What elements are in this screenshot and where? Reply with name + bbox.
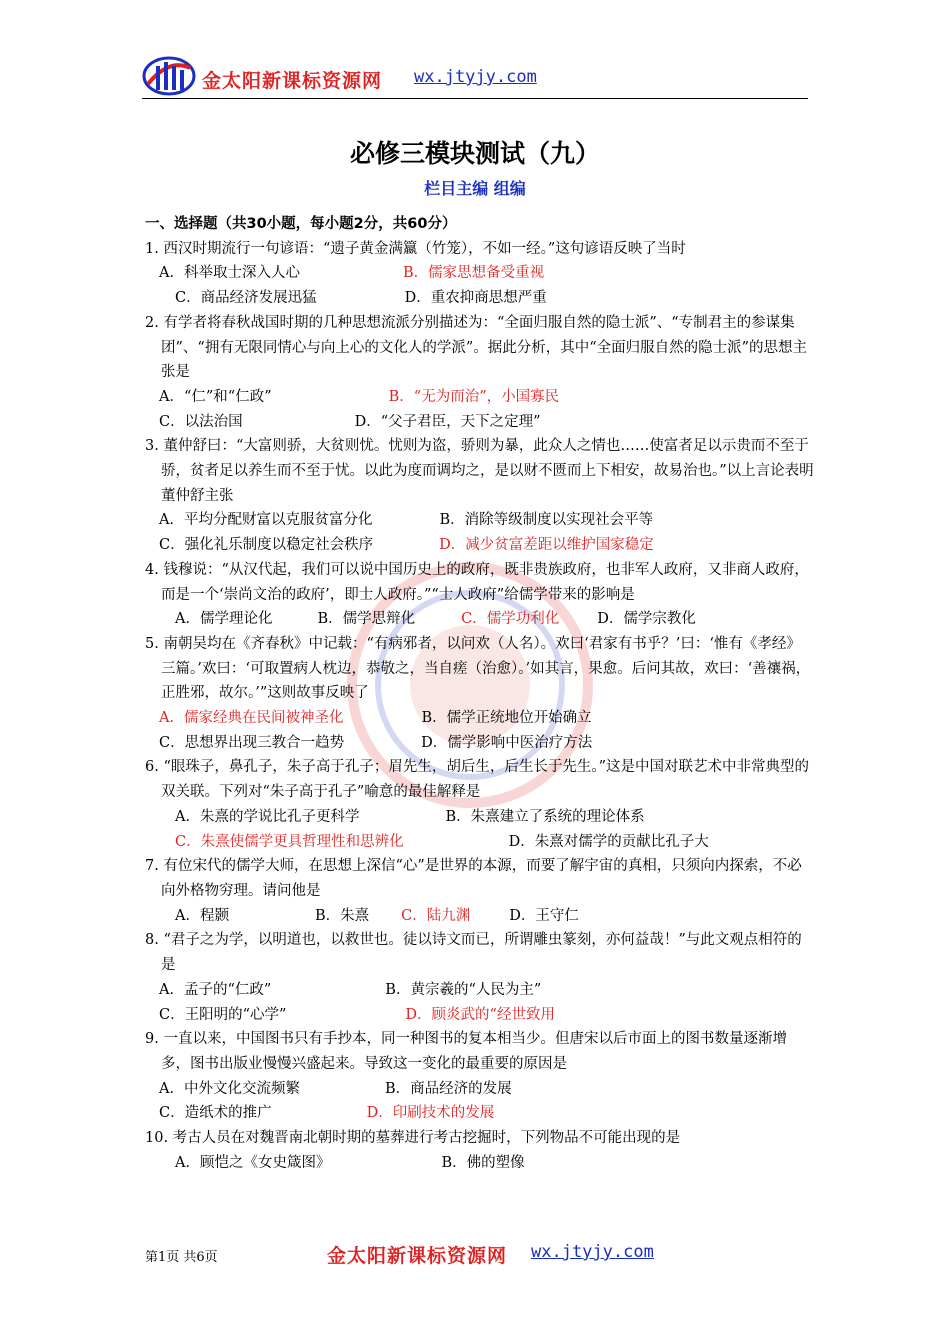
answer-option[interactable]: B．朱熹: [314, 907, 370, 924]
answer-option[interactable]: B．朱熹建立了系统的理论体系: [445, 808, 645, 825]
answer-option[interactable]: D．儒学影响中医治疗方法: [421, 734, 593, 751]
options-row: [145, 1003, 815, 1028]
question-stem: 5. 南朝吴均在《齐春秋》中记载：“有病邪者，以问欢（人名）。欢曰‘君家有书乎？’曰：‘惟有《孝经》三篇。’欢曰：‘可取置病人枕边，恭敬之，当自瘥（治愈）。’如其言，果愈。后问其故，欢曰：‘善禳祸，正胜邪，故尔。’”这则故事反映了: [145, 635, 811, 702]
options-row: [145, 1077, 815, 1102]
page-footer: [145, 1238, 815, 1268]
answer-option[interactable]: A．程颢: [175, 907, 229, 924]
answer-option-correct[interactable]: C．朱熹使儒学更具哲理性和思辨化: [175, 833, 404, 850]
question-stem: 3. 董仲舒曰：“大富则骄，大贫则忧。忧则为盗，骄则为暴，此众人之情也……使富者足以示贵而不至于骄，贫者足以养生而不至于忧。以此为度而调均之，是以财不匮而上下相安，故易治也。”以上言论表明董仲舒主张: [145, 438, 814, 504]
answer-option-correct[interactable]: D．减少贫富差距以维护国家稳定: [439, 537, 654, 554]
options-row: [145, 830, 815, 855]
answer-option-correct[interactable]: C．儒学功利化: [461, 611, 560, 628]
answer-option-correct[interactable]: A．儒家经典在民间被神圣化: [159, 710, 344, 727]
answer-option[interactable]: C．思想界出现三教合一趋势: [159, 734, 345, 751]
footer-brand-name: 金太阳新课标资源网: [327, 1245, 508, 1267]
answer-option[interactable]: A．顾恺之《女史箴图》: [175, 1154, 331, 1171]
answer-option[interactable]: D．朱熹对儒学的贡献比孔子大: [508, 833, 709, 850]
question-4: [145, 558, 815, 607]
answer-option[interactable]: C．以法治国: [159, 413, 243, 430]
question-stem: 2. 有学者将春秋战国时期的几种思想流派分别描述为：“全面归服自然的隐士派”、“专制君主的参谋集团”、“拥有无限同情心与向上心的文化人的学派”。据此分析，其中“全面归服自然的隐士派”的思想主张是: [145, 314, 808, 381]
options-row: [145, 731, 815, 756]
answer-option[interactable]: C．商品经济发展迅猛: [175, 290, 317, 307]
question-list: [145, 212, 815, 1175]
answer-option[interactable]: A．朱熹的学说比孔子更科学: [175, 808, 360, 825]
questions-container: [145, 237, 815, 1176]
brand-url-link[interactable]: wx.jtyjy.com: [414, 67, 537, 87]
answer-option[interactable]: B．消除等级制度以实现社会平等: [439, 512, 654, 529]
answer-option[interactable]: B．黄宗羲的“人民为主”: [385, 981, 542, 998]
answer-option[interactable]: B．佛的塑像: [441, 1154, 525, 1171]
answer-option[interactable]: A．平均分配财富以克服贫富分化: [159, 512, 373, 529]
answer-option[interactable]: B．商品经济的发展: [384, 1080, 512, 1097]
options-row: [145, 1101, 815, 1126]
answer-option[interactable]: C．强化礼乐制度以稳定社会秩序: [159, 537, 374, 554]
question-5: [145, 632, 815, 706]
answer-option[interactable]: B．儒学思辩化: [317, 611, 416, 628]
question-3: [145, 434, 815, 508]
footer-url-link[interactable]: wx.jtyjy.com: [531, 1242, 654, 1262]
answer-option-correct[interactable]: D．印刷技术的发展: [366, 1105, 495, 1122]
answer-option[interactable]: A．孟子的“仁政”: [159, 981, 272, 998]
answer-option[interactable]: A．科举取士深入人心: [159, 265, 300, 282]
answer-option[interactable]: B．儒学正统地位开始确立: [421, 710, 592, 727]
question-stem: 1. 西汉时期流行一句谚语：“遗子黄金满籝（竹笼），不如一经。”这句谚语反映了当时: [145, 240, 686, 257]
options-row: [145, 533, 815, 558]
question-6: [145, 755, 815, 804]
page-header: [142, 54, 808, 99]
answer-option[interactable]: D．重农抑商思想严重: [404, 290, 547, 307]
answer-option-correct[interactable]: D．顾炎武的“经世致用: [405, 1006, 555, 1023]
answer-option[interactable]: C．王阳明的“心学”: [159, 1006, 287, 1023]
question-stem: 10. 考古人员在对魏晋南北朝时期的墓葬进行考古挖掘时，下列物品不可能出现的是: [145, 1130, 681, 1147]
options-row: [145, 286, 815, 311]
options-row: [145, 508, 815, 533]
answer-option[interactable]: A．儒学理论化: [175, 611, 273, 628]
page-subtitle: 栏目主编 组编: [424, 179, 526, 198]
question-10: [145, 1126, 815, 1151]
question-1: [145, 237, 815, 262]
page-title: 必修三模块测试（九）: [349, 139, 600, 168]
section-heading: 一、选择题（共30小题，每小题2分，共60分）: [145, 216, 457, 232]
answer-option[interactable]: A．“仁”和“仁政”: [159, 388, 272, 405]
answer-option-correct[interactable]: B．“无为而治”，小国寡民: [388, 388, 560, 405]
answer-option[interactable]: D．“父子君臣，天下之定理”: [354, 413, 541, 430]
question-8: [145, 928, 815, 977]
options-row: [145, 607, 815, 632]
brand-name: 金太阳新课标资源网: [202, 70, 383, 92]
answer-option[interactable]: A．中外文化交流频繁: [159, 1080, 300, 1097]
options-row: [145, 385, 815, 410]
question-stem: 8. “君子之为学，以明道也，以救世也。徒以诗文而已，所谓雕虫篆刻，亦何益哉！”与此文观点相符的是: [145, 932, 802, 974]
page-number: 第1页 共6页: [145, 1250, 218, 1265]
options-row: [145, 978, 815, 1003]
question-7: [145, 854, 815, 903]
options-row: [145, 706, 815, 731]
question-stem: 7. 有位宋代的儒学大师，在思想上深信“心”是世界的本源，而要了解宇宙的真相，只须向内探索，不必向外格物穷理。请问他是: [145, 858, 802, 899]
question-9: [145, 1027, 815, 1076]
options-row: [145, 1151, 815, 1176]
question-stem: 9. 一直以来，中国图书只有手抄本，同一种图书的复本相当少。但唐宋以后市面上的图书数量逐渐增多，图书出版业慢慢兴盛起来。导致这一变化的最重要的原因是: [145, 1031, 787, 1072]
question-2: [145, 311, 815, 385]
options-row: [145, 805, 815, 830]
options-row: [145, 904, 815, 929]
options-row: [145, 410, 815, 435]
answer-option-correct[interactable]: B．儒家思想备受重视: [402, 265, 545, 282]
answer-option[interactable]: D．王守仁: [509, 907, 579, 924]
question-stem: 6. “眼珠子，鼻孔子，朱子高于孔子；眉先生，胡后生，后生长于先生。”这是中国对联艺术中非常典型的双关联。下列对“朱子高于孔子”喻意的最佳解释是: [145, 759, 810, 801]
jtyjy-logo-icon: [142, 54, 196, 98]
answer-option[interactable]: D．儒学宗教化: [597, 611, 696, 628]
question-stem: 4. 钱穆说：“从汉代起，我们可以说中国历史上的政府，既非贵族政府，也非军人政府，又非商人政府，而是一个‘崇尚文治的政府’，即士人政府。”“士人政府”给儒学带来的影响是: [145, 561, 809, 603]
answer-option[interactable]: C．造纸术的推广: [159, 1105, 272, 1122]
options-row: [145, 261, 815, 286]
answer-option-correct[interactable]: C．陆九渊: [401, 907, 471, 924]
